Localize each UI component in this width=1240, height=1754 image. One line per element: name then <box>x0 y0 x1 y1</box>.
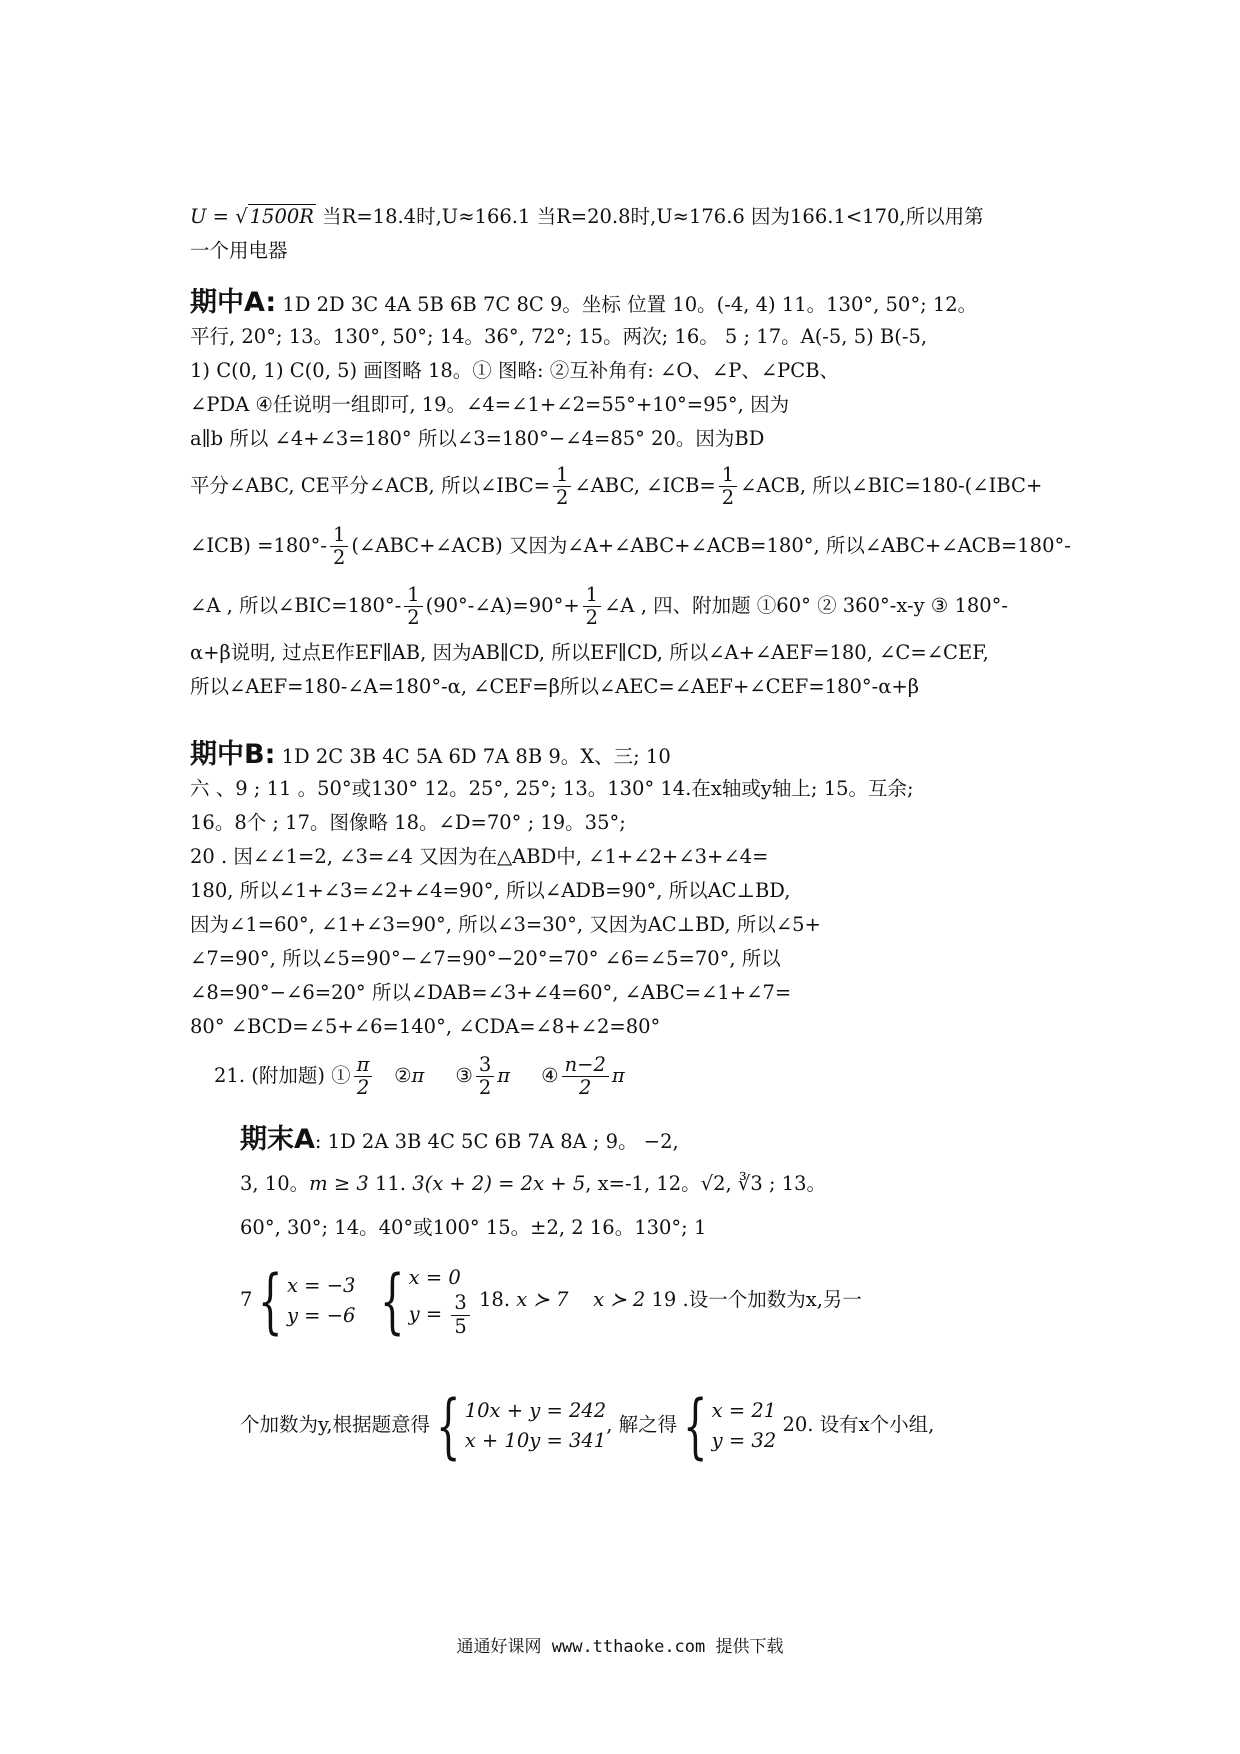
text-span: 18. <box>479 1288 517 1311</box>
equation-system <box>712 1396 777 1455</box>
fraction-numerator: 1 <box>330 524 348 547</box>
fraction-denominator: 2 <box>585 606 599 629</box>
text-span: 1D 2D 3C 4A 5B 6B 7C 8C 9。坐标 位置 10。(-4, 4) 11。130°, 50°; 12。 <box>276 293 978 316</box>
text-span: 平分∠ABC, CE平分∠ACB, 所以∠IBC= <box>190 474 550 497</box>
text-line: a∥b 所以 ∠4+∠3=180° 所以∠3=180°−∠4=85° 20。因为BD <box>190 427 765 450</box>
page-footer: 通通好课网 www.tthaoke.com 提供下载 <box>456 1637 784 1657</box>
circled-4: ④ <box>541 1064 559 1087</box>
circled-2: ② <box>394 1064 412 1087</box>
text-line-systems <box>240 1250 1060 1350</box>
fraction-half <box>719 464 737 510</box>
equation-system <box>465 1396 607 1455</box>
fraction-numerator: 3 <box>476 1054 494 1077</box>
sqrt-two: √2 <box>700 1172 726 1195</box>
inequality: x ≻ 7 <box>516 1288 569 1311</box>
text-line-fraction <box>190 516 1071 576</box>
system-row: x = 0 <box>408 1265 461 1289</box>
fraction-denominator: 2 <box>407 606 420 629</box>
fraction-denominator: 2 <box>478 1076 492 1099</box>
text-line: 因为∠1=60°, ∠1+∠3=90°, 所以∠3=30°, 又因为AC⊥BD, 所以∠5+ <box>190 913 821 936</box>
document-body <box>190 200 1071 1470</box>
equation-system <box>287 1271 356 1330</box>
text-line: 平行, 20°; 13。130°, 50°; 14。36°, 72°; 15。两次; 16。 5 ; 17。A(-5, 5) B(-5, <box>190 325 928 348</box>
system-row: y = 32 <box>711 1428 777 1452</box>
text-span: ∠ABC, ∠ICB= <box>574 474 716 497</box>
text-span: 7 <box>240 1288 253 1311</box>
text-line <box>240 1162 1060 1206</box>
fraction-denominator: 2 <box>555 486 569 509</box>
text-span: (∠ABC+∠ACB) 又因为∠A+∠ABC+∠ACB=180°, 所以∠ABC+∠ACB=180°- <box>351 534 1071 557</box>
fraction-three-half <box>476 1054 494 1100</box>
text-line: 1) C(0, 1) C(0, 5) 画图略 18。① 图略: ②互补角有: ∠O、∠P、∠PCB、 <box>190 359 840 382</box>
fraction-half <box>330 524 348 570</box>
text-line: ∠7=90°, 所以∠5=90°−∠7=90°−20°=70° ∠6=∠5=70°, 所以 <box>190 947 781 970</box>
fraction-n-minus-2 <box>562 1054 609 1100</box>
fraction-pi-half <box>354 1054 373 1100</box>
text-span: 20. 设有x个小组, <box>776 1413 935 1436</box>
text-span: 11. <box>368 1172 413 1195</box>
text-span: 19 .设一个加数为x,另一 <box>645 1288 862 1311</box>
formula-text: 当R=18.4时,U≈166.1 当R=20.8时,U≈176.6 因为166.1<170,所以用第 <box>315 205 984 228</box>
text-span: ∠ACB, 所以∠BIC=180-(∠IBC+ <box>740 474 1043 497</box>
brace-icon: { <box>436 1384 461 1467</box>
fraction-half <box>583 584 601 630</box>
system-row <box>409 1292 473 1338</box>
formula-line <box>190 200 1060 234</box>
text-line-fraction <box>190 576 1060 636</box>
text-span: , ∛3 ; 13。 <box>725 1172 827 1195</box>
text-line: 一个用电器 <box>190 239 288 262</box>
text-line: 60°, 30°; 14。40°或100° 15。±2, 2 16。130°; 1 <box>240 1216 707 1239</box>
equation: 3(x + 2) = 2x + 5 <box>412 1172 586 1195</box>
text-line: 16。8个 ; 17。图像略 18。∠D=70° ; 19。35°; <box>190 811 626 834</box>
var-u: U <box>190 205 207 228</box>
section-final-a <box>190 1118 1060 1470</box>
system-row: x = 21 <box>711 1399 777 1423</box>
text-line-fraction <box>190 456 1060 516</box>
text-line: 20 . 因∠∠1=2, ∠3=∠4 又因为在△ABD中, ∠1+∠2+∠3+∠4= <box>190 845 769 868</box>
brace-icon: { <box>258 1259 283 1342</box>
fraction-numerator: 1 <box>553 464 571 487</box>
text-span: ∠A , 所以∠BIC=180°- <box>190 594 402 617</box>
fraction-denominator: 2 <box>356 1076 370 1099</box>
section-mid-a-line1 <box>190 286 1060 320</box>
fraction-half <box>553 464 571 510</box>
system-row: y = −6 <box>286 1303 356 1327</box>
text-line: 80° ∠BCD=∠5+∠6=140°, ∠CDA=∠8+∠2=80° <box>190 1015 661 1038</box>
section-title-final-a: 期末A <box>240 1124 315 1155</box>
section-final-a-line1 <box>240 1118 1060 1162</box>
brace-icon: { <box>380 1259 405 1342</box>
fraction-numerator: n−2 <box>562 1054 609 1077</box>
section-mid-b-line1 <box>190 738 1060 772</box>
text-span: 3, 10。 <box>240 1172 310 1195</box>
text-span: (90°-∠A)=90°+ <box>425 594 580 617</box>
text-span: : 1D 2A 3B 4C 5C 6B 7A 8A ; 9。 −2, <box>314 1130 679 1153</box>
text-span: ∠A , 四、附加题 ①60° ② 360°-x-y ③ 180°- <box>604 594 1009 617</box>
pi-symbol: π <box>411 1064 425 1087</box>
text-span: 个加数为y,根据题意得 <box>240 1413 431 1436</box>
inequality: m ≥ 3 <box>309 1172 369 1195</box>
pi-symbol: π <box>497 1064 511 1087</box>
text-line-fraction <box>190 1044 1060 1108</box>
text-span: , 解之得 <box>606 1413 678 1436</box>
system-row: 10x + y = 242 <box>464 1399 607 1423</box>
fraction-numerator: π <box>354 1054 373 1077</box>
circled-3: ③ <box>455 1064 473 1087</box>
brace-icon: { <box>683 1384 708 1467</box>
sqrt-expression: √ 1500R <box>235 205 314 228</box>
text-line: 所以∠AEF=180-∠A=180°-α, ∠CEF=β所以∠AEC=∠AEF+∠CEF=180°-α+β <box>190 675 919 698</box>
fraction-denominator: 2 <box>721 486 735 509</box>
section-title-mid-a: 期中A: <box>190 287 277 318</box>
text-span: 1D 2C 3B 4C 5A 6D 7A 8B 9。X、三; 10 <box>275 745 671 768</box>
text-line: ∠8=90°−∠6=20° 所以∠DAB=∠3+∠4=60°, ∠ABC=∠1+∠7= <box>190 981 792 1004</box>
system-row: x + 10y = 341 <box>464 1428 607 1452</box>
fraction-numerator: 1 <box>404 584 422 607</box>
text-line: 六 、9 ; 11 。50°或130° 12。25°, 25°; 13。130° 14.在x轴或y轴上; 15。互余; <box>190 777 914 800</box>
fraction-denominator: 2 <box>333 546 346 569</box>
pi-symbol: π <box>611 1064 625 1087</box>
text-line: α+β说明, 过点E作EF∥AB, 因为AB∥CD, 所以EF∥CD, 所以∠A+∠AEF=180, ∠C=∠CEF, <box>190 641 989 664</box>
system-row: x = −3 <box>286 1274 356 1298</box>
fraction-half <box>404 584 422 630</box>
fraction-numerator: 3 <box>451 1292 469 1315</box>
fraction-numerator: 1 <box>583 584 601 607</box>
fraction-denominator: 5 <box>454 1314 467 1338</box>
sqrt-radicand: 1500R <box>249 205 314 228</box>
section-title-mid-b: 期中B: <box>190 739 276 770</box>
fraction-three-fifths <box>451 1292 469 1338</box>
text-line: ∠PDA ④任说明一组即可, 19。∠4=∠1+∠2=55°+10°=95°, 因为 <box>190 393 790 416</box>
equation-system <box>409 1263 473 1338</box>
fraction-numerator: 1 <box>719 464 737 487</box>
inequality: x ≻ 2 <box>593 1288 646 1311</box>
text-line: 180, 所以∠1+∠3=∠2+∠4=90°, 所以∠ADB=90°, 所以AC⊥BD, <box>190 879 791 902</box>
text-span: ∠ICB) =180°- <box>190 534 327 557</box>
text-span: y = <box>408 1302 449 1326</box>
text-line-systems <box>240 1380 1060 1470</box>
text-span: 21. (附加题) ① <box>214 1064 351 1087</box>
text-span: , x=-1, 12。 <box>585 1172 701 1195</box>
fraction-denominator: 2 <box>579 1076 592 1099</box>
equals-sign: = <box>206 205 236 228</box>
